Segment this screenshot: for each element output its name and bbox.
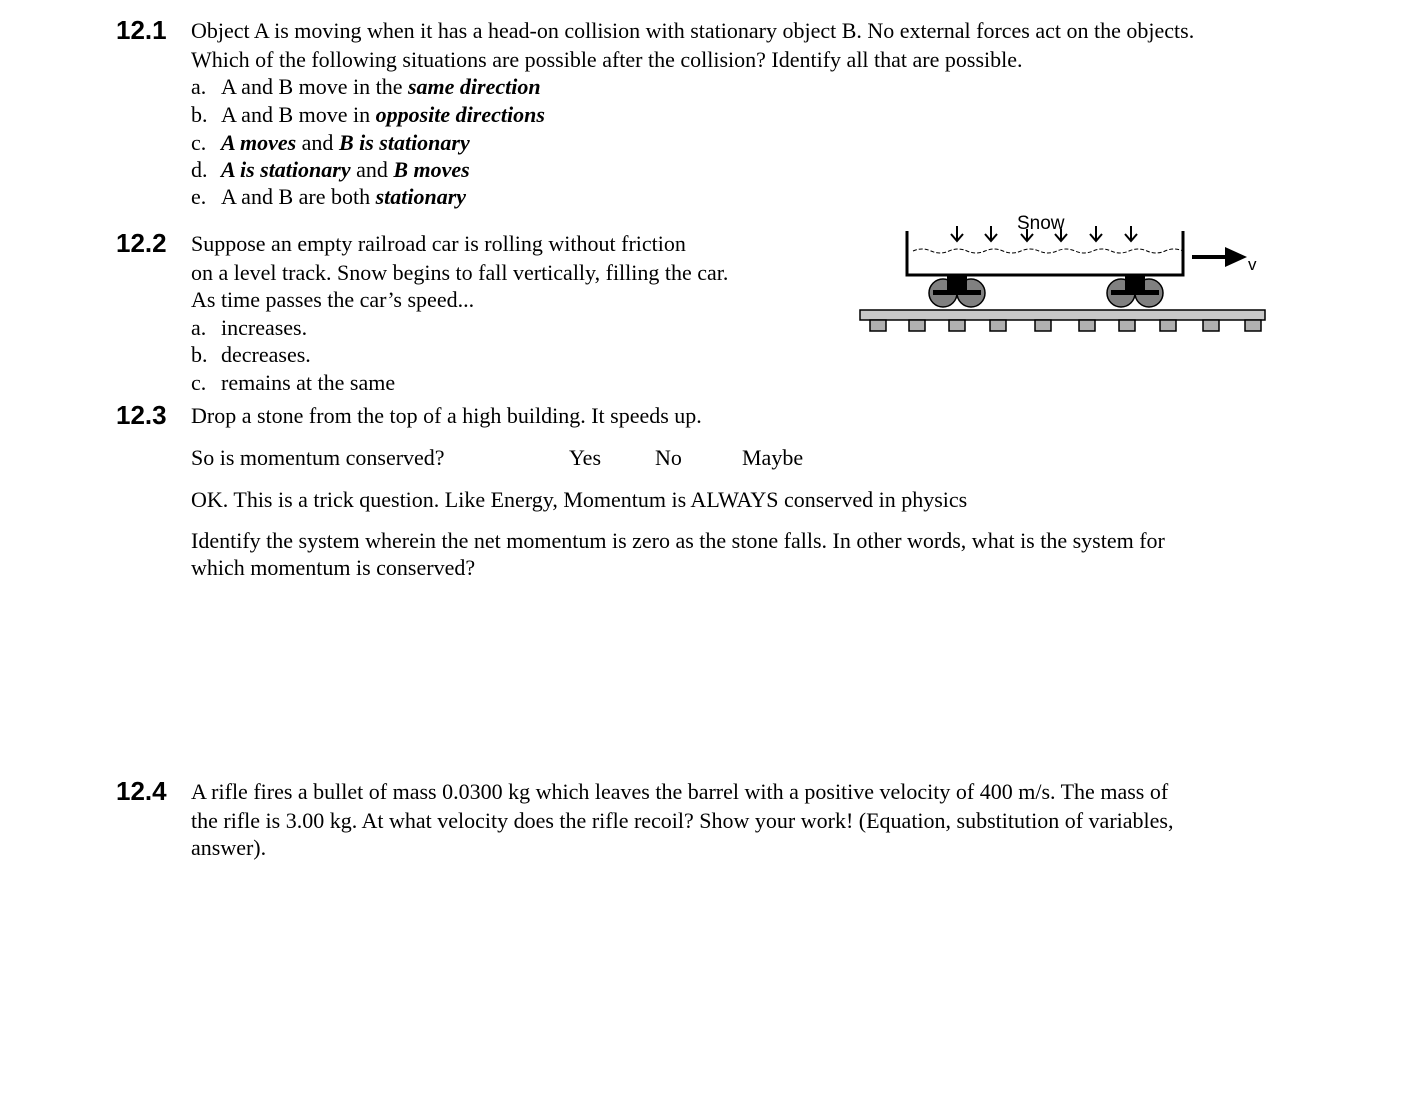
q4-line3: answer). (191, 835, 267, 860)
snow-surface-line (913, 249, 1183, 253)
velocity-arrow-icon (1192, 247, 1247, 267)
q1-stem-line1: Object A is moving when it has a head-on collision with stationary object B. No external forces act on the objects. (191, 18, 1195, 43)
question-number-12-1: 12.1 (116, 15, 167, 45)
q3-identify-line2: which momentum is conserved? (191, 555, 476, 580)
wheel-pair-right (1107, 275, 1163, 307)
option-letter: b. (191, 102, 208, 127)
snow-arrow-icon (951, 226, 963, 241)
question-number-12-2: 12.2 (116, 228, 167, 258)
snow-arrow-icon (1090, 226, 1102, 241)
q2-stem-line3: As time passes the car’s speed... (191, 287, 475, 312)
question-number-12-4: 12.4 (116, 776, 167, 806)
q2-option-b (191, 342, 311, 368)
option-text: decreases. (221, 342, 311, 367)
q2-option-a (191, 315, 307, 341)
option-emphasis: A is stationary (221, 157, 351, 182)
option-emphasis: B moves (393, 157, 470, 182)
option-letter: c. (191, 130, 207, 155)
q2-stem-line2: on a level track. Snow begins to fall vertically, filling the car. (191, 260, 729, 285)
snow-arrow-icon (985, 226, 997, 241)
option-letter: a. (191, 74, 207, 99)
option-letter: b. (191, 342, 208, 367)
question-number-12-3: 12.3 (116, 400, 167, 430)
q1-option-c (191, 130, 470, 156)
option-letter: d. (191, 157, 208, 182)
option-text: A and B move in (221, 102, 376, 127)
option-letter: c. (191, 370, 207, 395)
option-letter: a. (191, 315, 207, 340)
railroad-car-diagram (855, 205, 1275, 340)
q1-option-d (191, 157, 470, 183)
option-letter: e. (191, 184, 207, 209)
snow-label: Snow (1017, 213, 1065, 234)
track-ties (870, 320, 1261, 331)
q1-option-b (191, 102, 545, 128)
option-emphasis: stationary (375, 184, 467, 209)
choice-no[interactable]: No (655, 445, 682, 470)
option-text: A and B are both (221, 184, 376, 209)
track-rail (860, 310, 1265, 320)
q3-note: OK. This is a trick question. Like Energy, Momentum is ALWAYS conserved in physics (191, 487, 968, 512)
option-emphasis: A moves (221, 130, 297, 155)
q3-question: So is momentum conserved? (191, 445, 445, 470)
choice-yes[interactable]: Yes (569, 445, 602, 470)
option-text: and (296, 130, 339, 155)
wheel-pair-left (929, 275, 985, 307)
snow-arrow-icon (1125, 226, 1137, 241)
option-emphasis: B is stationary (338, 130, 470, 155)
q1-stem-line2: Which of the following situations are possible after the collision? Identify all that are possible. (191, 47, 1023, 72)
q4-line2: the rifle is 3.00 kg. At what velocity does the rifle recoil? Show your work! (Equation, substitution of variables, (191, 808, 1174, 833)
q2-option-c (191, 370, 395, 396)
q3-identify-line1: Identify the system wherein the net momentum is zero as the stone falls. In other words, what is the system for (191, 528, 1165, 553)
option-text: A and B move in the (221, 74, 408, 99)
choice-maybe[interactable]: Maybe (742, 445, 804, 470)
q1-option-e (191, 184, 466, 210)
option-text: remains at the same (221, 370, 396, 395)
option-emphasis: opposite directions (375, 102, 545, 127)
q2-stem-line1: Suppose an empty railroad car is rolling without friction (191, 231, 686, 256)
option-emphasis: same direction (407, 74, 541, 99)
option-text: increases. (221, 315, 308, 340)
q4-line1: A rifle fires a bullet of mass 0.0300 kg which leaves the barrel with a positive velocity of 400 m/s. The mass of (191, 779, 1169, 804)
q1-option-a (191, 74, 541, 100)
q3-stem: Drop a stone from the top of a high building. It speeds up. (191, 403, 702, 428)
option-text: and (350, 157, 394, 182)
velocity-label: v (1248, 255, 1257, 274)
